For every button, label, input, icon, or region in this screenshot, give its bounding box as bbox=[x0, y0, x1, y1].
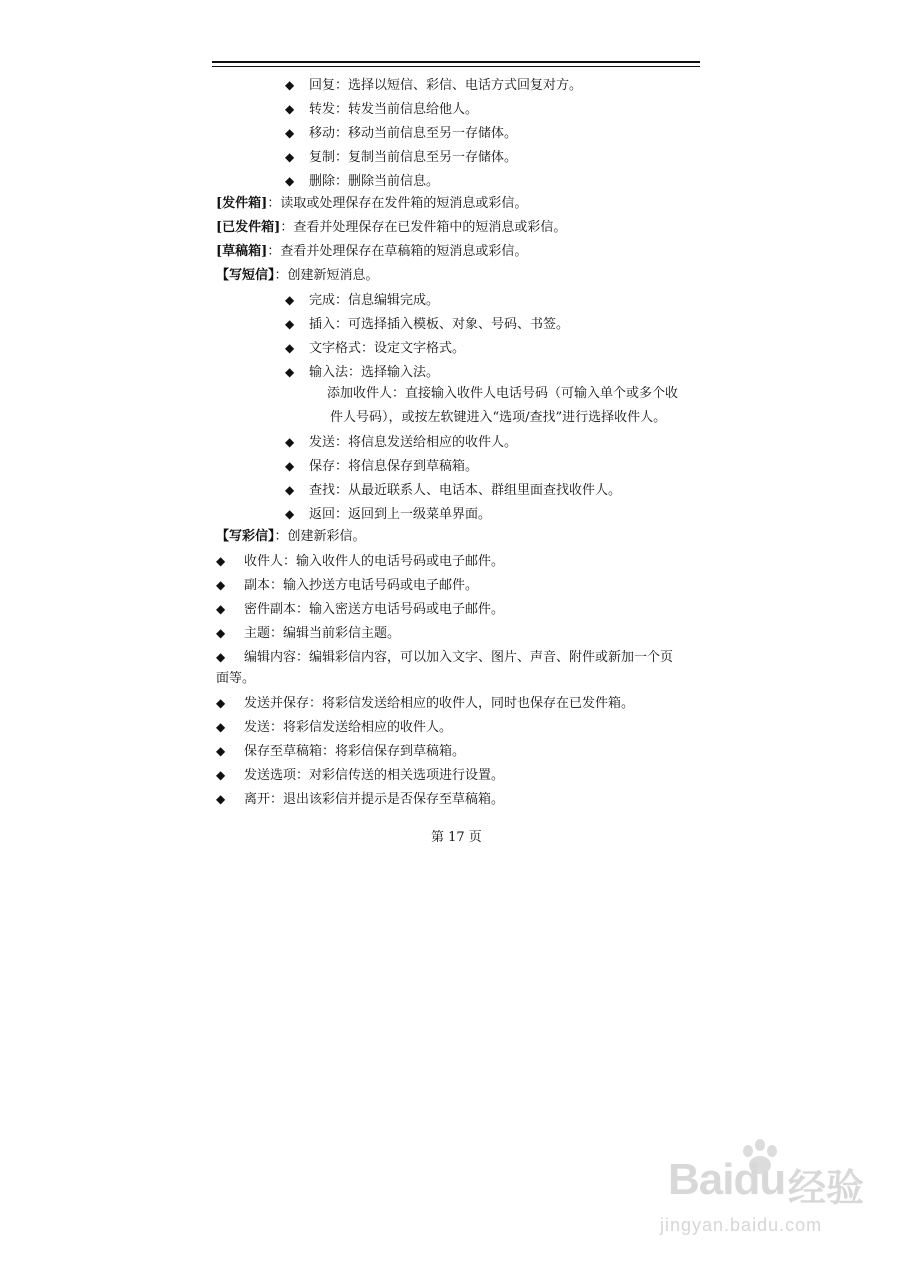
list-item: ◆ 查找：从最近联系人、电话本、群组里面查找收件人。 bbox=[285, 483, 622, 498]
bullet-icon: ◆ bbox=[216, 720, 226, 734]
bullet-icon: ◆ bbox=[285, 507, 295, 521]
add-recipient-text-2: 件人号码），或按左软键进入“选项/查找”进行选择收件人。 bbox=[330, 410, 667, 425]
list-item: ◆ 编辑内容：编辑彩信内容，可以加入文字、图片、声音、附件或新加一个页 bbox=[216, 650, 674, 665]
list-item: ◆ 发送：将信息发送给相应的收件人。 bbox=[285, 435, 518, 450]
outbox-title: [发件箱] bbox=[216, 196, 268, 211]
write-sms-title: 【写短信】 bbox=[216, 268, 275, 283]
list-item: ◆ 密件副本：输入密送方电话号码或电子邮件。 bbox=[216, 602, 505, 617]
list-item: ◆ 保存至草稿箱：将彩信保存到草稿箱。 bbox=[216, 744, 466, 759]
write-sms-heading: 【写短信】：创建新短消息。 bbox=[216, 268, 379, 283]
bullet-icon: ◆ bbox=[285, 174, 295, 188]
bullet-icon: ◆ bbox=[285, 102, 295, 116]
bullet-icon: ◆ bbox=[216, 744, 226, 758]
bullet-icon: ◆ bbox=[216, 554, 226, 568]
write-mms-title: 【写彩信】 bbox=[216, 529, 275, 544]
watermark-logo: Baidu bbox=[668, 1155, 786, 1204]
list-item: ◆ 副本：输入抄送方电话号码或电子邮件。 bbox=[216, 578, 479, 593]
drafts-paragraph: [草稿箱]：查看并处理保存在草稿箱的短消息或彩信。 bbox=[216, 244, 528, 259]
list-item: ◆ 完成：信息编辑完成。 bbox=[285, 293, 440, 308]
bullet-icon: ◆ bbox=[285, 435, 295, 449]
list-item: ◆ 发送：将彩信发送给相应的收件人。 bbox=[216, 720, 453, 735]
bullet-icon: ◆ bbox=[285, 459, 295, 473]
list-item: ◆ 删除：删除当前信息。 bbox=[285, 174, 440, 189]
add-recipient-text-1: 添加收件人：直接输入收件人电话号码（可输入单个或多个收 bbox=[327, 386, 679, 401]
list-item: ◆ 返回：返回到上一级菜单界面。 bbox=[285, 507, 492, 522]
outbox-paragraph: [发件箱]：读取或处理保存在发件箱的短消息或彩信。 bbox=[216, 196, 528, 211]
list-item: ◆ 复制：复制当前信息至另一存储体。 bbox=[285, 150, 518, 165]
drafts-title: [草稿箱] bbox=[216, 244, 268, 259]
watermark-cn: 经验 bbox=[788, 1168, 865, 1210]
bullet-icon: ◆ bbox=[216, 578, 226, 592]
bullet-icon: ◆ bbox=[285, 483, 295, 497]
bullet-icon: ◆ bbox=[285, 126, 295, 140]
watermark-url: jingyan.baidu.com bbox=[660, 1215, 823, 1235]
bullet-icon: ◆ bbox=[216, 696, 226, 710]
write-mms-heading: 【写彩信】：创建新彩信。 bbox=[216, 529, 366, 544]
bullet-icon: ◆ bbox=[216, 602, 226, 616]
list-item: ◆ 插入：可选择插入模板、对象、号码、书签。 bbox=[285, 317, 570, 332]
list-item: ◆ 保存：将信息保存到草稿箱。 bbox=[285, 459, 479, 474]
list-item: ◆ 收件人：输入收件人的电话号码或电子邮件。 bbox=[216, 554, 505, 569]
bullet-icon: ◆ bbox=[285, 150, 295, 164]
list-item: ◆ 主题：编辑当前彩信主题。 bbox=[216, 626, 401, 641]
list-item: ◆ 发送选项：对彩信传送的相关选项进行设置。 bbox=[216, 768, 505, 783]
list-item: ◆ 移动：移动当前信息至另一存储体。 bbox=[285, 126, 518, 141]
list-item: ◆ 离开：退出该彩信并提示是否保存至草稿箱。 bbox=[216, 792, 505, 807]
list-item: ◆ 发送并保存：将彩信发送给相应的收件人，同时也保存在已发件箱。 bbox=[216, 696, 635, 711]
bullet-icon: ◆ bbox=[216, 792, 226, 806]
list-item: ◆ 输入法：选择输入法。 bbox=[285, 365, 440, 380]
header-rule-thick bbox=[212, 61, 700, 63]
page-number: 第 17 页 bbox=[431, 830, 482, 845]
bullet-icon: ◆ bbox=[285, 365, 295, 379]
sent-paragraph: [已发件箱]：查看并处理保存在已发件箱中的短消息或彩信。 bbox=[216, 220, 567, 235]
bullet-icon: ◆ bbox=[216, 626, 226, 640]
bullet-icon: ◆ bbox=[285, 317, 295, 331]
bullet-icon: ◆ bbox=[216, 768, 226, 782]
bullet-icon: ◆ bbox=[285, 293, 295, 307]
list-item: ◆ 回复：选择以短信、彩信、电话方式回复对方。 bbox=[285, 78, 583, 93]
header-rule-thin bbox=[212, 66, 700, 67]
baidu-jingyan-watermark bbox=[660, 1145, 875, 1245]
bullet-icon: ◆ bbox=[216, 650, 226, 664]
list-item: ◆ 转发：转发当前信息给他人。 bbox=[285, 102, 479, 117]
sent-title: [已发件箱] bbox=[216, 220, 281, 235]
bullet-icon: ◆ bbox=[285, 78, 295, 92]
bullet-icon: ◆ bbox=[285, 341, 295, 355]
list-item-continuation: 面等。 bbox=[216, 671, 256, 686]
list-item: ◆ 文字格式：设定文字格式。 bbox=[285, 341, 466, 356]
